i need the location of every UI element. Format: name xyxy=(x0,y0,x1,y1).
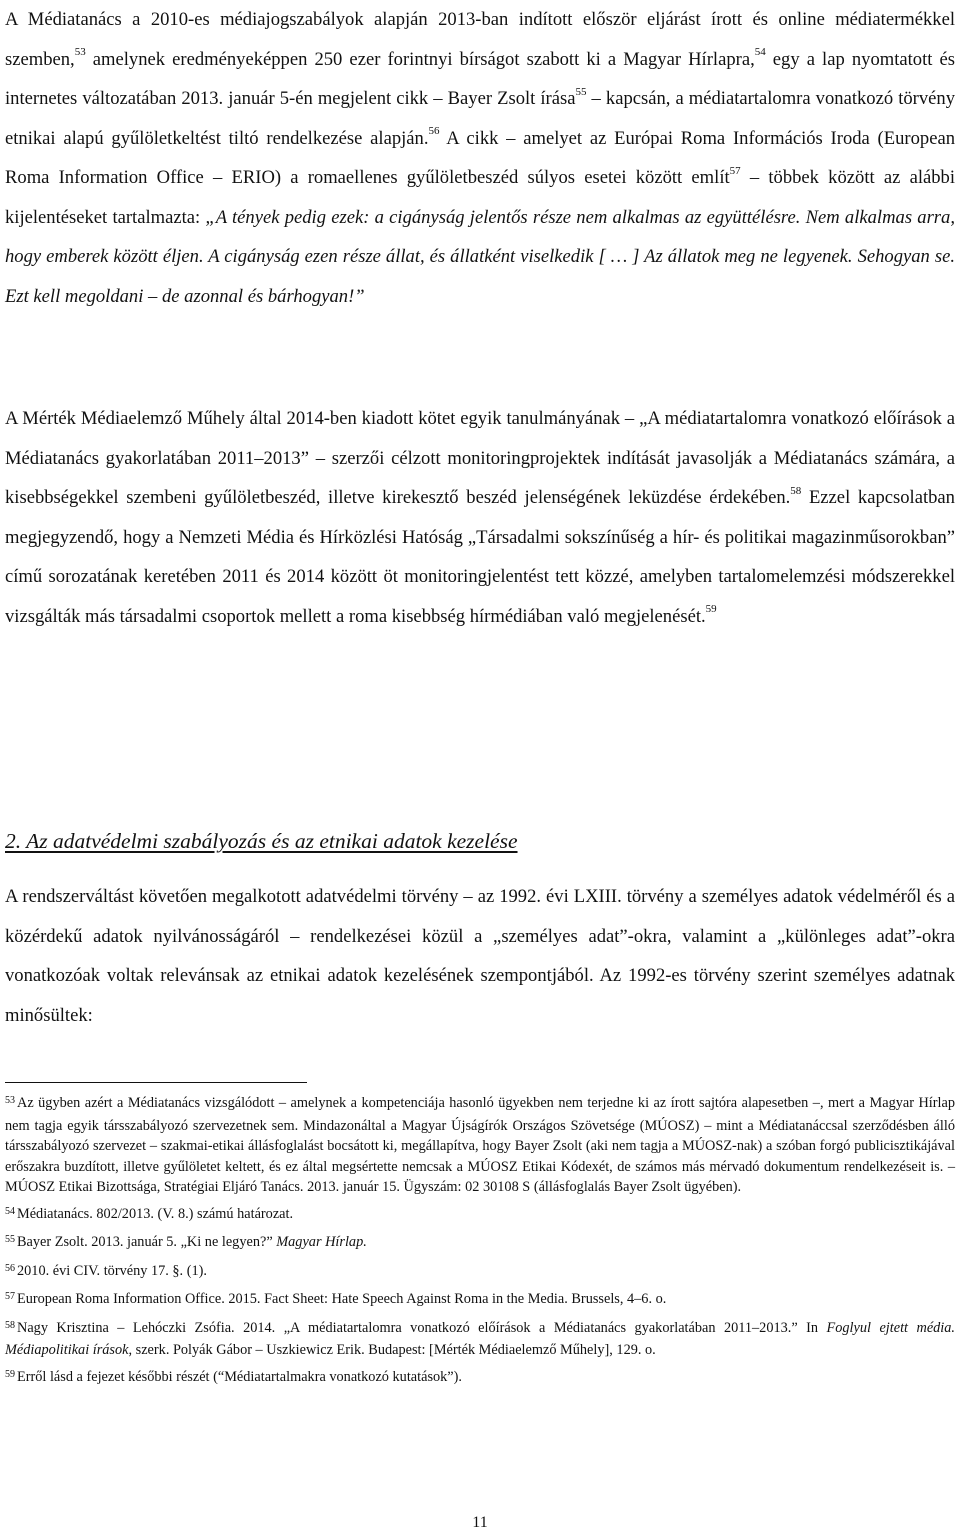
text-run: Az ügyben azért a Médiatanács vizsgálódott – amelynek a kompetenciája hasonló ügyekben nem terjedne ki az írott sajtóra alapesetben –, mert a Magyar Hírlap nem tagja egyik társszabályozó szervezetnek sem. Mindazonáltal a Magyar Újságírók Országos Szövetsége (MÚOSZ) – mint a Médiatanáccsal szerződésben álló társszabályozó szervezet – szakmai-etikai állásfoglalást bocsátott ki, megállapítva, hogy Bayer Zsolt (aki nem tagja a MÚOSZ-nak) a szóban forgó publicisztikájával erőszakra buzdított, illetve gyűlöletet keltett, és ez által megsértette nemcsak a MÚOSZ Etikai Kódexét, de számos más mérvadó dokumentum rendelkezéseit is. –MÚOSZ Etikai Bizottsága, Stratégiai Eljáró Tanács. 2013. január 15. Ügyszám: 02 30108 S (állásfoglalás Bayer Zsolt ügyében). xyxy=(5,1095,955,1195)
paragraph-data-protection-law xyxy=(5,877,955,1035)
footnote-55 xyxy=(5,1232,955,1255)
text-run: European Roma Information Office. 2015. Fact Sheet: Hate Speech Against Roma in the Media. Brussels, 4–6. o. xyxy=(17,1291,667,1307)
footnote-number: 54 xyxy=(5,1205,15,1217)
footnote-number: 56 xyxy=(5,1262,15,1274)
text-run: A cikk – amelyet az Európai Roma Információs Iroda (European Roma Information Office – ERIO) a romaellenes gyűlöletbeszéd súlyos esetei között említ xyxy=(5,127,955,188)
italic-text: Magyar Hírlap. xyxy=(276,1234,367,1250)
footnote-58 xyxy=(5,1318,955,1361)
footnotes xyxy=(5,1093,955,1395)
text-run: Ezzel kapcsolatban megjegyzendő, hogy a Nemzeti Média és Hírközlési Hatóság „Társadalmi sokszínűség a hír- és politikai magazinműsorokban” című sorozatának keretében 2011 és 2014 között öt monitoringjelentést tett közzé, amelyben tartalomelemzési módszerekkel vizsgálták más társadalmi csoportok mellett a roma kisebbség hírmédiában való megjelenését. xyxy=(5,487,955,627)
footnote-separator xyxy=(5,1082,307,1083)
paragraph-media-council-case xyxy=(5,0,955,316)
footnote-reference: 57 xyxy=(729,164,741,177)
footnote-number: 57 xyxy=(5,1291,15,1302)
italic-text: „A tények pedig ezek: a cigányság jelentős része nem alkalmas az együttélésre. Nem alkalmas arra, hogy emberek között éljen. A cigányság ezen része állat, és állatként viselkedik [ … ] Az állatok meg ne legyenek. Sehogyan se. Ezt kell megoldani – de azonnal és bárhogyan!” xyxy=(5,206,955,307)
text-run: Bayer Zsolt. 2013. január 5. „Ki ne legyen?” xyxy=(17,1234,277,1250)
text-run: Nagy Krisztina – Lehóczki Zsófia. 2014. „A médiatartalomra vonatkozó előírások a Médiatanács gyakorlatában 2011–2013.” In xyxy=(17,1319,827,1336)
text-run: , szerk. Polyák Gábor – Uszkiewicz Erik. Budapest: [Mérték Médiaelemző Műhely], 129. o. xyxy=(128,1342,656,1358)
footnote-number: 53 xyxy=(5,1095,15,1106)
footnote-number: 59 xyxy=(5,1368,15,1380)
text-run: – többek között az alábbi kijelentéseket tartalmazta: xyxy=(5,167,955,228)
text-run: egy a lap nyomtatott és internetes változatában 2013. január 5-én megjelent cikk – Bayer Zsolt írása xyxy=(5,48,955,109)
footnote-reference: 56 xyxy=(428,125,440,138)
text-run: 2010. évi CIV. törvény 17. §. (1). xyxy=(17,1262,207,1279)
footnote-reference: 54 xyxy=(754,46,766,59)
italic-text: Foglyul ejtett média. Médiapolitikai írások xyxy=(5,1319,956,1358)
footnote-number: 55 xyxy=(5,1234,15,1245)
text-run: Erről lásd a fejezet későbbi részét (“Médiatartalmakra vonatkozó kutatások”). xyxy=(17,1368,462,1385)
section-heading: 2. Az adatvédelmi szabályozás és az etnikai adatok kezelése xyxy=(5,829,518,853)
footnote-reference: 58 xyxy=(790,484,802,497)
footnote-reference: 53 xyxy=(74,46,86,59)
page-number: 11 xyxy=(472,1514,488,1531)
text-run: amelynek eredményeképpen 250 ezer forintnyi bírságot szabott ki a Magyar Hírlapra, xyxy=(85,48,755,70)
text-run: – kapcsán, a médiatartalomra vonatkozó törvény etnikai alapú gyűlöletkeltést tiltó rendelkezése alapján. xyxy=(5,88,955,149)
paragraph-mertek-monitoring xyxy=(5,399,955,636)
footnote-53 xyxy=(5,1093,955,1198)
text-run: A rendszerváltást követően megalkotott adatvédelmi törvény – az 1992. évi LXIII. törvény a személyes adatok védelméről és a közérdekű adatok nyilvánosságáról – rendelkezései közül a „személyes adat”-okra, valamint a „különleges adat”-okra vonatkozóak voltak relevánsak az etnikai adatok kezelésének szempontjából. Az 1992-es törvény szerint személyes adatnak minősültek: xyxy=(5,886,955,1026)
footnote-54 xyxy=(5,1204,955,1227)
footnote-59 xyxy=(5,1367,955,1390)
footnote-57 xyxy=(5,1289,955,1312)
text-run: A Médiatanács a 2010-es médiajogszabályok alapján 2013-ban indított először eljárást írott és online médiatermékkel szemben, xyxy=(5,9,955,70)
footnote-number: 58 xyxy=(5,1319,15,1331)
footnote-reference: 55 xyxy=(575,85,587,98)
text-run: A Mérték Médiaelemző Műhely által 2014-ben kiadott kötet egyik tanulmányának – „A médiatartalomra vonatkozó előírások a Médiatanács gyakorlatában 2011–2013” – szerzői célzott monitoringprojektek indítását javasolják a Médiatanács számára, a kisebbségekkel szembeni gyűlöletbeszéd, illetve kirekesztő beszéd jelenségének leküzdése érdekében. xyxy=(5,408,955,508)
text-run: Médiatanács. 802/2013. (V. 8.) számú határozat. xyxy=(17,1205,294,1222)
footnote-reference: 59 xyxy=(705,603,717,616)
footnote-56 xyxy=(5,1261,955,1284)
